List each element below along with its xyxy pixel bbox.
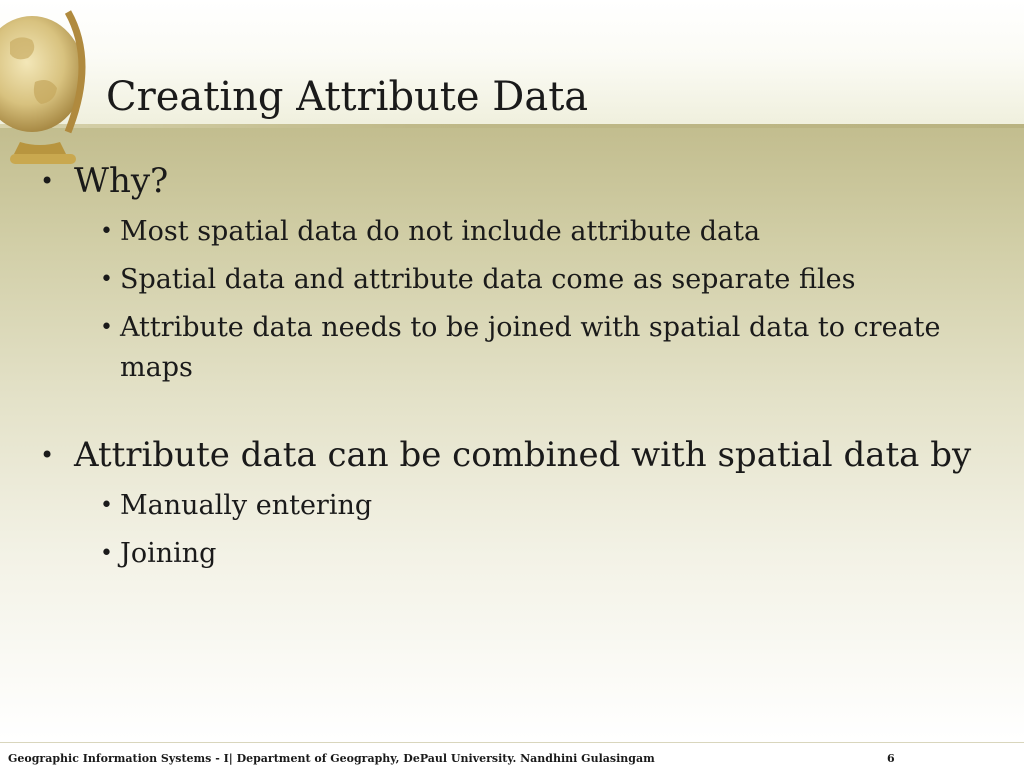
bullet-combined [40,432,1000,478]
slide-title: Creating Attribute Data [106,74,589,120]
sub-bullet-marker: • [100,315,113,340]
sub-bullet [100,308,1000,388]
bullet-why [40,158,1000,204]
sub-bullet-text: Manually entering [120,490,373,521]
bullet-marker: • [40,167,55,195]
sub-bullet-marker: • [100,493,113,518]
sub-bullet-marker: • [100,219,113,244]
sub-bullet-marker: • [100,541,113,566]
sub-bullet-marker: • [100,267,113,292]
title-divider [0,124,1024,128]
slide-content [40,158,1000,574]
sub-bullet-text: Attribute data needs to be joined with spatial data to create maps [120,312,941,383]
sub-bullet [100,486,1000,526]
bullet-text: Why? [74,161,169,201]
spacer [40,388,1000,432]
sub-bullet-text: Most spatial data do not include attribute data [120,216,761,247]
bullet-text: Attribute data can be combined with spatial data by [74,435,972,475]
sub-bullet-text: Joining [120,538,217,569]
globe-icon [0,0,100,172]
bullet-marker: • [40,441,55,469]
footer [8,752,1018,765]
sub-bullet-text: Spatial data and attribute data come as separate files [120,264,856,295]
sub-bullet [100,260,1000,300]
footer-text: Geographic Information Systems - I| Department of Geography, DePaul University. Nandhini Gulasingam [8,752,655,765]
sub-bullet [100,534,1000,574]
footer-divider [0,742,1024,743]
page-number: 6 [887,752,895,765]
sub-bullet [100,212,1000,252]
